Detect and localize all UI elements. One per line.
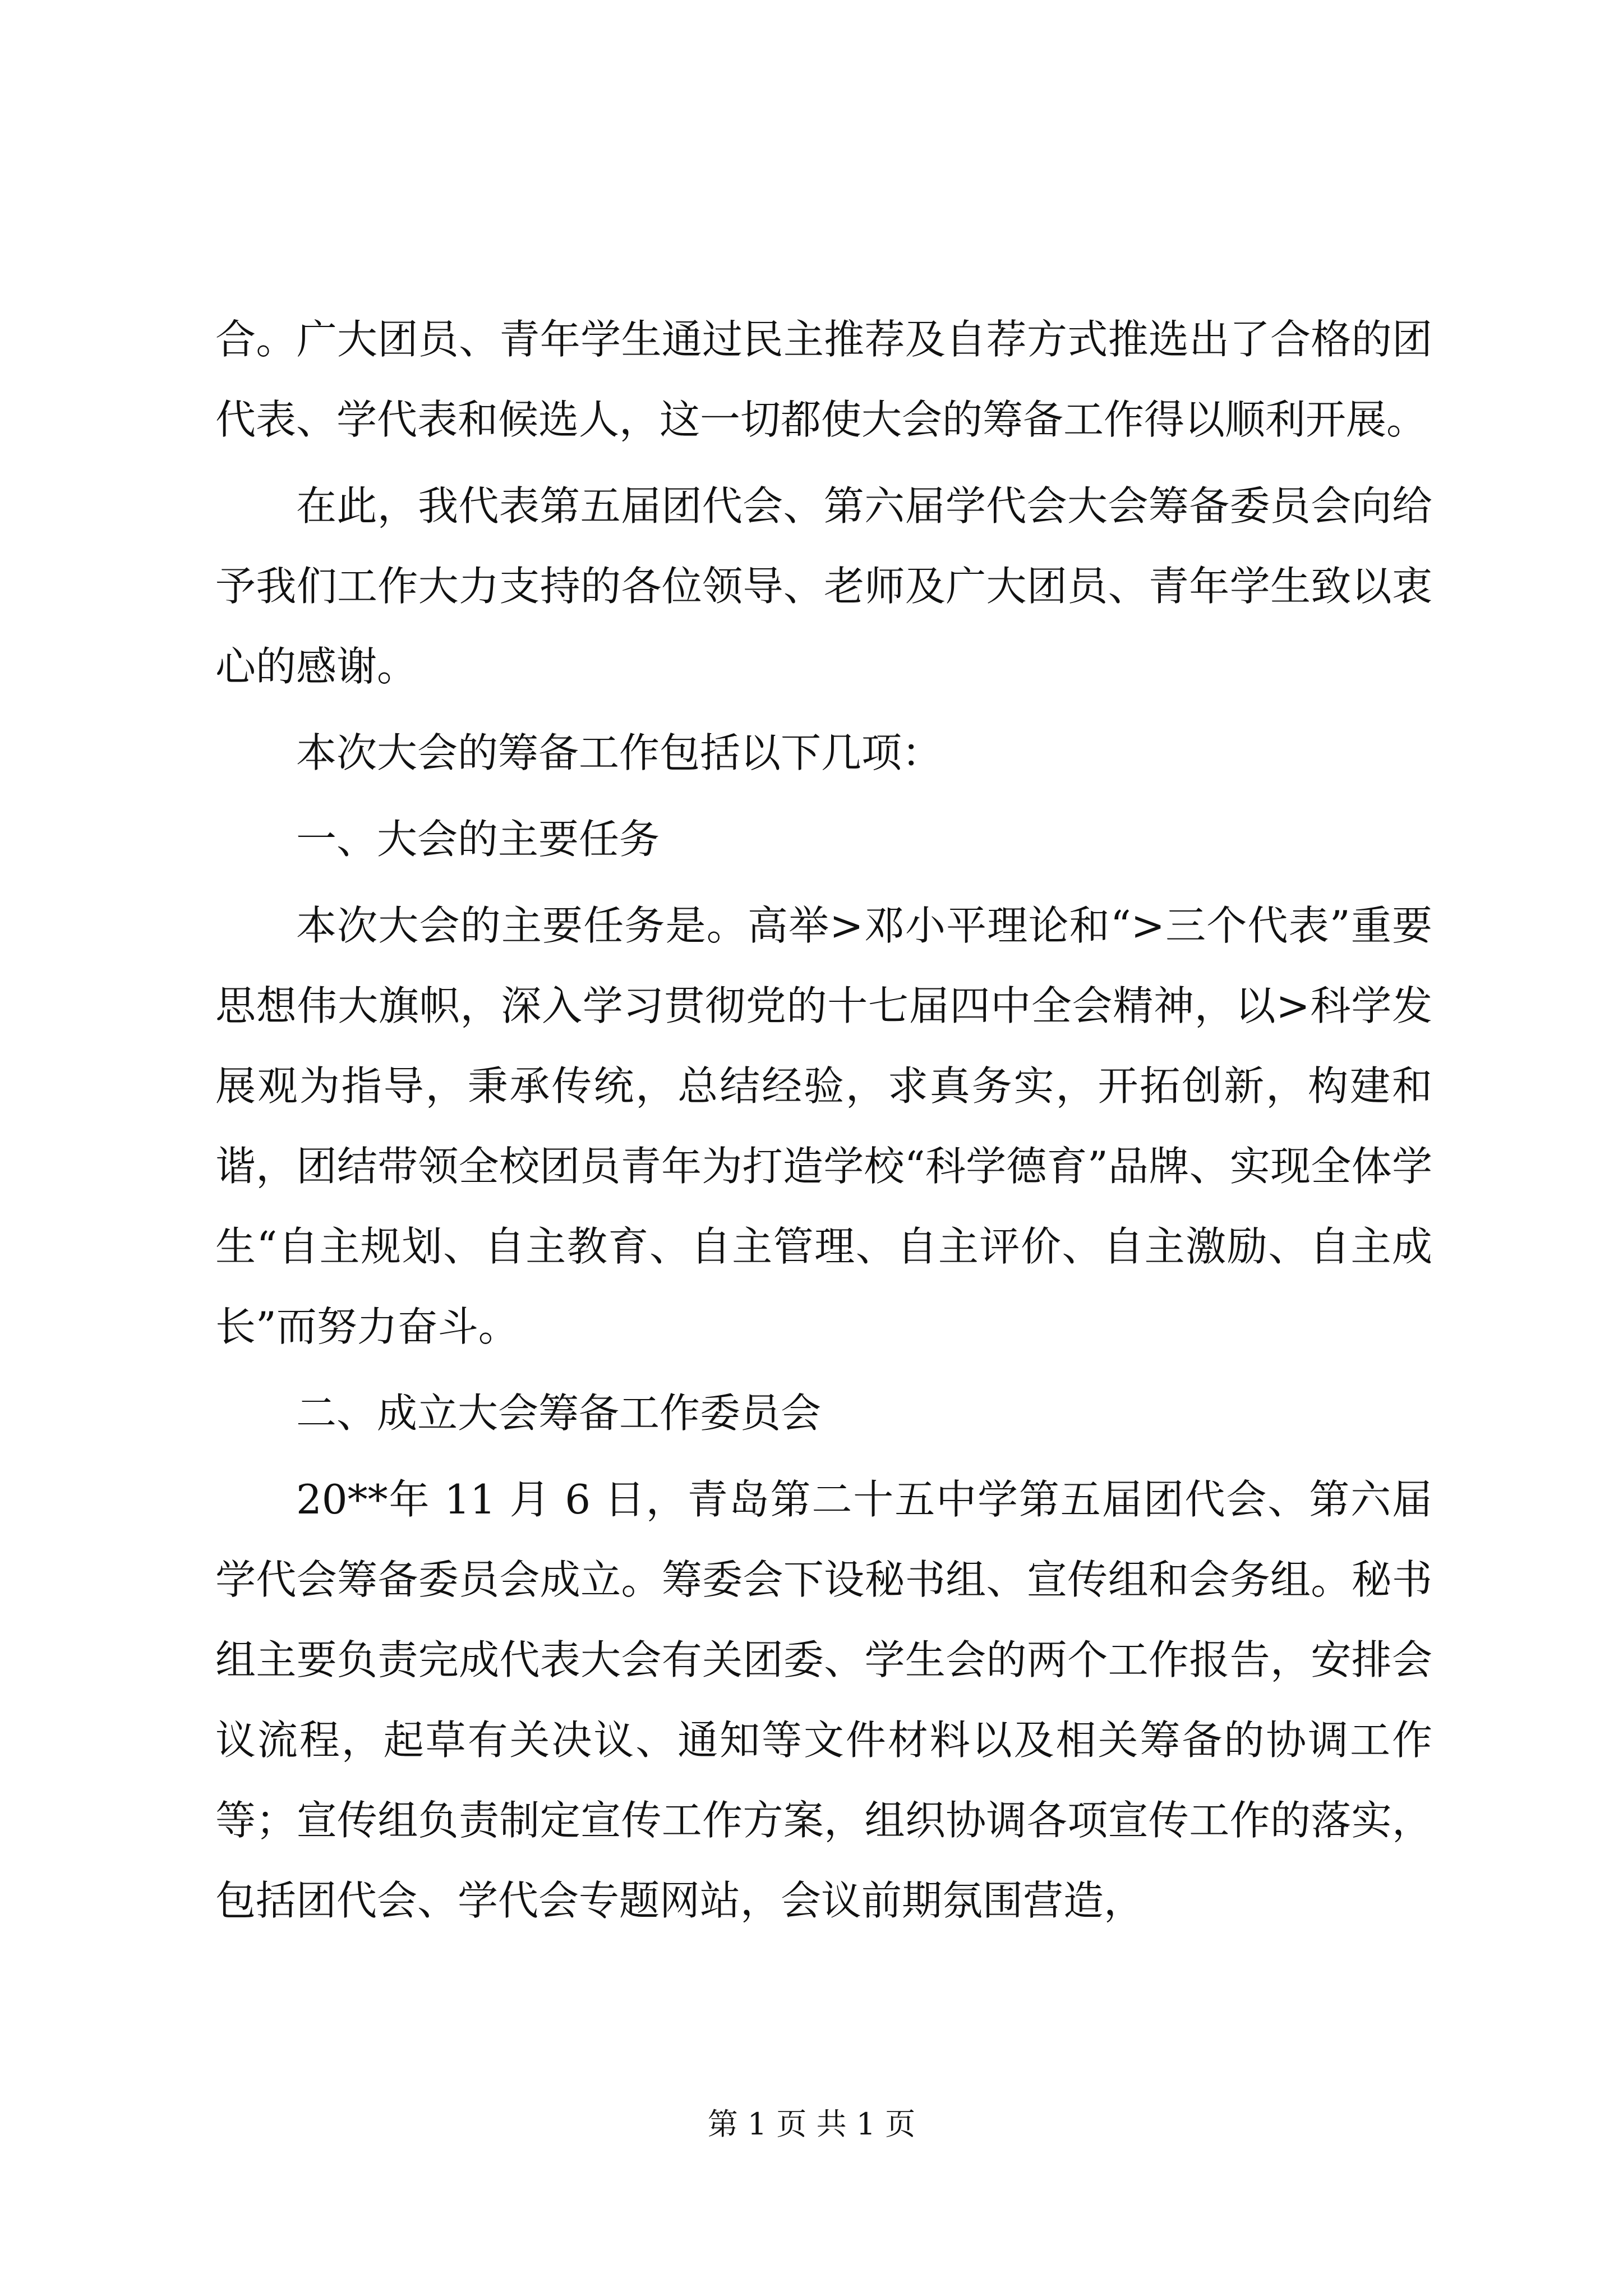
paragraph-1: 合。广大团员、青年学生通过民主推荐及自荐方式推选出了合格的团代表、学代表和候选人，这一切都使大会的筹备工作得以顺利开展。 [215, 316, 1432, 443]
paragraph-4: 本次大会的主要任务是。高举>邓小平理论和“>三个代表”重要思想伟大旗帜，深入学习贯彻党的十七届四中全会精神，以>科学发展观为指导，秉承传统，总结经验，求真务实，开拓创新，构建和谐，团结带领全校团员青年为打造学校“科学德育”品牌、实现全体学生“自主规划、自主教育、自主管理、自主评价、自主激励、自主成长”而努力奋斗。 [215, 902, 1432, 1350]
section-heading-1: 一、大会的主要任务 [296, 816, 660, 863]
section-heading-2: 二、成立大会筹备工作委员会 [296, 1389, 822, 1437]
page-footer: 第 1 页 共 1 页 [707, 2106, 916, 2142]
paragraph-3: 本次大会的筹备工作包括以下几项： [296, 729, 943, 776]
document-body [215, 300, 1432, 1947]
paragraph-5: 20**年 11 月 6 日，青岛第二十五中学第五届团代会、第六届学代会筹备委员会成立。筹委会下设秘书组、宣传组和会务组。秘书组主要负责完成代表大会有关团委、学生会的两个工作报告，安排会议流程，起草有关决议、通知等文件材料以及相关筹备的协调工作等；宣传组负责制定宣传工作方案，组织协调各项宣传工作的落实，包括团代会、学代会专题网站，会议前期氛围营造， [215, 1476, 1432, 1924]
paragraph-2: 在此，我代表第五届团代会、第六届学代会大会筹备委员会向给予我们工作大力支持的各位领导、老师及广大团员、青年学生致以衷心的感谢。 [215, 482, 1432, 690]
